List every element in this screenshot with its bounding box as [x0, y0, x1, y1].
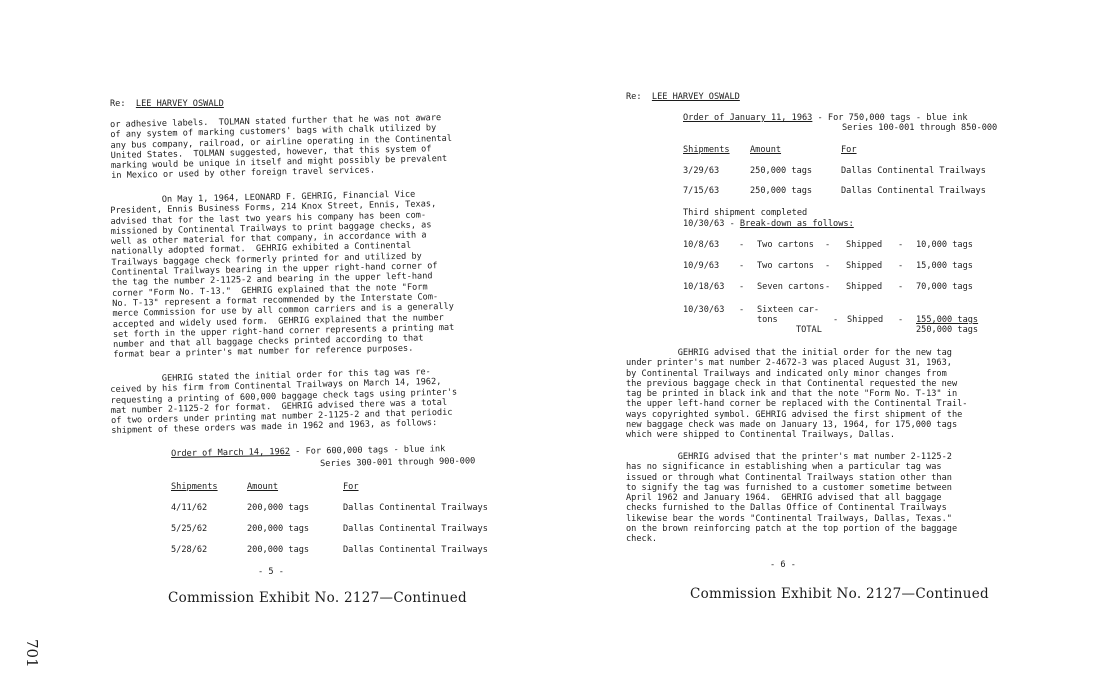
breakdown-cartons: Seven cartons — [757, 282, 825, 292]
breakdown-dash: - — [825, 261, 831, 271]
breakdown-tags: 155,000 tags — [916, 315, 979, 325]
breakdown-last-row — [683, 305, 1013, 337]
right-re-line — [626, 92, 740, 102]
shipment-amount: 250,000 tags — [750, 186, 813, 196]
breakdown-heading — [683, 219, 854, 229]
breakdown-tags: 15,000 tags — [916, 261, 973, 271]
breakdown-cartons: Two cartons — [757, 261, 814, 271]
breakdown-shipped: Shipped — [847, 315, 884, 325]
breakdown-dash: - — [898, 240, 904, 250]
right-re-label: Re: — [626, 92, 642, 102]
shipment-date: 4/11/62 — [171, 503, 208, 513]
breakdown-shipped: Shipped — [846, 261, 883, 271]
left-order-detail-1: - For 600,000 tags - blue ink — [295, 444, 446, 457]
list-item — [683, 240, 1013, 250]
shipment-amount: 250,000 tags — [750, 166, 813, 176]
table-row — [171, 524, 511, 534]
breakdown-dash: - — [833, 315, 839, 325]
left-paragraph-2: On May 1, 1964, LEONARD F. GEHRIG, Financial Vice President, Ennis Business Forms, 214 Knox Street, Ennis, Texas, advised that for the last two years his company has been com- missioned by Continental Trailways to print baggage checks, as well as other material for that company, in accordance with a nationally adopted format. GEHRIG exhibited a Continental Trailways baggage check formerly printed for and utilized by Continental Trailways bearing in the upper right-hand corner of the tag the number 2-1125-2 and bearing in the upper left-hand corner "Form No. T-13." GEHRIG explained that the note "Form No. T-13" represent a format recommended by the Interstate Com- merce Commission for use by all common carriers and is a generally accepted and widely used form. GEHRIG explained that the number set forth in the upper right-hand corner represents a printing mat number and that all baggage checks printed according to that format bear a printer's mat number for reference purposes. — [110, 189, 455, 361]
left-re-name: LEE HARVEY OSWALD — [135, 99, 224, 109]
list-item — [683, 261, 1013, 271]
shipment-date: 3/29/63 — [683, 166, 720, 176]
left-page-number: - 5 - — [258, 567, 284, 577]
left-header-for: For — [343, 482, 359, 492]
breakdown-date: 10/30/63 — [683, 305, 725, 315]
breakdown-dash: - — [739, 240, 745, 250]
left-caption: Commission Exhibit No. 2127—Continued — [168, 590, 467, 606]
breakdown-tags: 70,000 tags — [916, 282, 973, 292]
shipment-date: 5/28/62 — [171, 545, 208, 555]
shipment-date: 5/25/62 — [171, 524, 208, 534]
left-re-label: Re: — [110, 99, 126, 109]
breakdown-dash: - — [739, 282, 745, 292]
breakdown-dash: - — [898, 315, 904, 325]
right-re-name: LEE HARVEY OSWALD — [651, 92, 740, 102]
shipment-for: Dallas Continental Trailways — [841, 186, 986, 196]
total-label: TOTAL — [796, 325, 822, 335]
breakdown-shipped: Shipped — [846, 240, 883, 250]
left-header-amount: Amount — [247, 482, 279, 492]
breakdown-cartons: Sixteen car- — [757, 305, 820, 315]
breakdown-label: Break-down as follows: — [739, 219, 854, 229]
breakdown-dash: - — [739, 305, 745, 315]
breakdown-cartons: Two cartons — [757, 240, 814, 250]
right-page-number: - 6 - — [770, 560, 796, 570]
right-header-amount: Amount — [750, 145, 782, 155]
breakdown-prefix: 10/30/63 - — [683, 219, 740, 229]
breakdown-dash: - — [898, 282, 904, 292]
shipment-for: Dallas Continental Trailways — [343, 524, 488, 534]
third-shipment-note: Third shipment completed — [683, 208, 808, 218]
right-header-for: For — [841, 145, 857, 155]
left-paragraph-3: GEHRIG stated the initial order for this tag was re- ceived by his firm from Continental Trailways on March 14, 1962, requesting a printing of 600,000 baggage check tags using printer's mat number 2-1125-2 for format. GEHRIG advised there was a total of two orders under printing mat number 2-1125-2 and that periodic shipment of these orders was made in 1962 and 1963, as follows: — [110, 367, 458, 437]
right-paragraph-2: GEHRIG advised that the printer's mat number 2-1125-2 has no significance in establishing when a particular tag was issued or through what Continental Trailways station other than to signify the tag was furnished to a customer sometime between April 1962 and January 1964. GEHRIG advised that all baggage checks furnished to the Dallas Office of Continental Trailways likewise bear the words "Continental Trailways, Dallas, Texas." on the brown reinforcing patch at the top portion of the baggage check. — [626, 452, 958, 545]
shipment-for: Dallas Continental Trailways — [343, 503, 488, 513]
breakdown-shipped: Shipped — [846, 282, 883, 292]
table-row — [683, 186, 1013, 196]
shipment-for: Dallas Continental Trailways — [841, 166, 986, 176]
right-caption: Commission Exhibit No. 2127—Continued — [690, 586, 989, 602]
shipment-amount: 200,000 tags — [247, 503, 310, 513]
shipment-for: Dallas Continental Trailways — [343, 545, 488, 555]
total-value: 250,000 tags — [916, 325, 979, 335]
breakdown-dash: - — [898, 261, 904, 271]
left-table-header — [171, 482, 511, 492]
list-item — [683, 282, 1013, 292]
right-order-label: Order of January 11, 1963 — [683, 113, 813, 123]
left-paragraph-1: or adhesive labels. TOLMAN stated further that he was not aware of any system of marking customers' bags with chalk utilized by any bus company, railroad, or airline operating in the Continental United States. TOLMAN suggested, however, that this system of marking would be unique in itself and might possibly be prevalent in Mexico or used by other foreign travel services. — [110, 113, 453, 182]
breakdown-dash: - — [825, 282, 831, 292]
breakdown-dash: - — [739, 261, 745, 271]
left-re-line — [110, 99, 224, 109]
breakdown-dash: - — [825, 240, 831, 250]
right-order-detail-2: Series 100-001 through 850-000 — [842, 123, 998, 133]
breakdown-cartons-cont: tons — [757, 315, 778, 325]
left-header-shipments: Shipments — [171, 482, 218, 492]
margin-page-number: 701 — [23, 639, 41, 668]
right-order-heading — [683, 113, 968, 123]
breakdown-tags: 10,000 tags — [916, 240, 973, 250]
shipment-amount: 200,000 tags — [247, 545, 310, 555]
table-row — [171, 503, 511, 513]
right-paragraph-1: GEHRIG advised that the initial order for the new tag under printer's mat number 2-4672-3 was placed August 31, 1963, by Continental Trailways and indicated only minor changes from the previous baggage check in that Continental requested the new tag be printed in black ink and that the note "Form No. T-13" in the upper left-hand corner be replaced with the Continental Trail- ways copyrighted symbol. GEHRIG advised the first shipment of the new baggage check was made on January 13, 1964, for 175,000 tags which were shipped to Continental Trailways, Dallas. — [626, 348, 968, 441]
right-header-shipments: Shipments — [683, 145, 730, 155]
left-order-detail-2: Series 300-001 through 900-000 — [320, 456, 476, 469]
breakdown-date: 10/8/63 — [683, 240, 720, 250]
table-row — [683, 166, 1013, 176]
shipment-amount: 200,000 tags — [247, 524, 310, 534]
breakdown-date: 10/9/63 — [683, 261, 720, 271]
right-table-header — [683, 145, 1013, 155]
right-order-detail-1: - For 750,000 tags - blue ink — [817, 113, 968, 123]
breakdown-date: 10/18/63 — [683, 282, 725, 292]
shipment-date: 7/15/63 — [683, 186, 720, 196]
left-order-label: Order of March 14, 1962 — [171, 446, 291, 459]
table-row — [171, 545, 511, 555]
